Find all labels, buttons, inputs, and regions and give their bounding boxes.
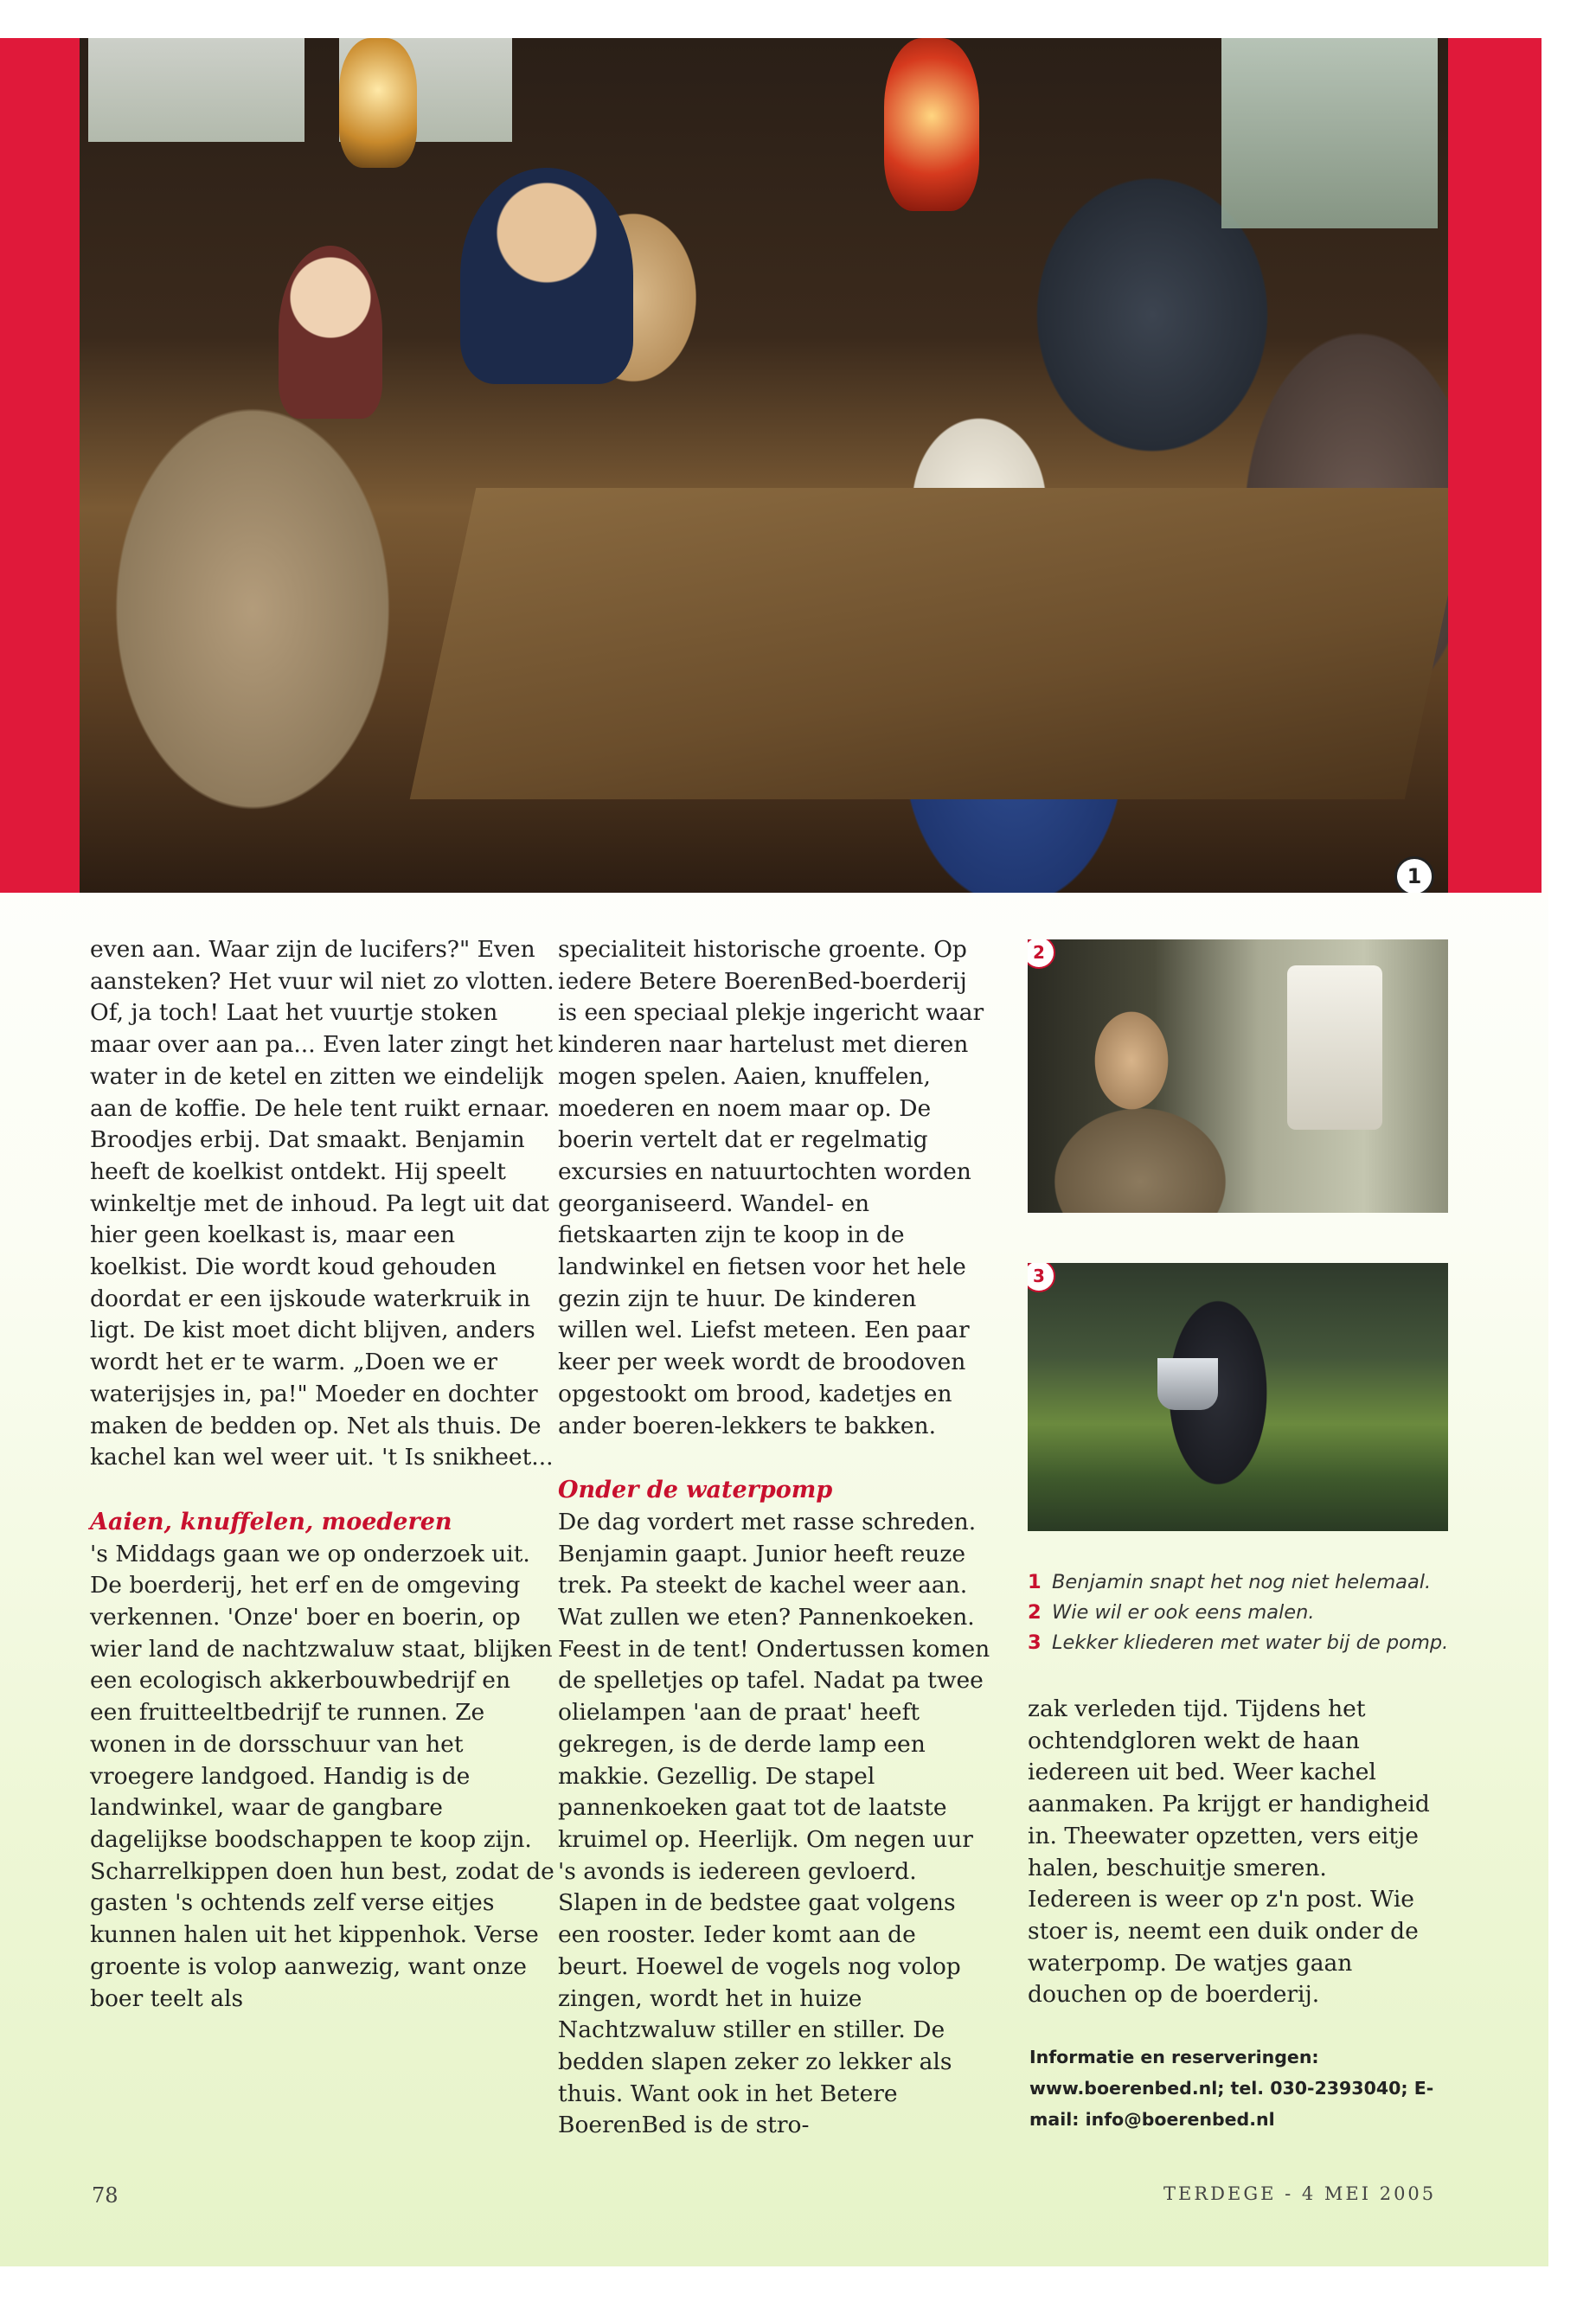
- caption-item: [1028, 1567, 1512, 1598]
- main-photo: [80, 38, 1448, 893]
- section-heading: Onder de waterpomp: [558, 1477, 833, 1504]
- table: [410, 488, 1448, 799]
- caption-item: [1028, 1598, 1512, 1628]
- photo-number-badge: 3: [1028, 1263, 1055, 1292]
- caption-number: 1: [1028, 1571, 1042, 1593]
- red-oil-lamp: [884, 38, 979, 211]
- section-heading: Aaien, knuffelen, moederen: [90, 1508, 452, 1535]
- photo-number-badge: 1: [1394, 856, 1434, 893]
- photo-number-badge: 2: [1028, 939, 1055, 969]
- caption-text: Benjamin snapt het nog niet helemaal.: [1052, 1571, 1432, 1593]
- caption-text: Wie wil er ook eens malen.: [1052, 1601, 1315, 1624]
- caption-item: [1028, 1628, 1512, 1658]
- page-number: 78: [92, 2183, 119, 2208]
- photo-captions: [1028, 1567, 1512, 1658]
- publication-line: TERDEGE - 4 MEI 2005: [1163, 2183, 1437, 2204]
- contact-info: Informatie en reserveringen: www.boerenbed.nl; tel. 030-2393040; E-mail: info@boerenbed.nl: [1029, 2047, 1434, 2130]
- body-paragraph: 's Middags gaan we op onderzoek uit. De boerderij, het erf en de omgeving verkennen. 'Onze' boer en boerin, op wier land de nachtzwaluw staat, blijken een ecologisch akkerbouwbedrijf en een fruitteeltbedrijf te runnen. Ze wonen in de dorsschuur van het vroegere landgoed. Handig is de landwinkel, waar de gangbare dagelijkse boodschappen te koop zijn. Scharrelkippen doen hun best, zodat de gasten 's ochtends zelf verse eitjes kunnen halen uit het kippenhok. Verse groente is volop aanwezig, want onze boer teelt als: [90, 1540, 554, 2012]
- caption-number: 3: [1028, 1631, 1042, 1654]
- body-paragraph: even aan. Waar zijn de lucifers?" Even aansteken? Het vuur wil niet zo vlotten. Of, ja toch! Laat het vuurtje stoken maar over aan pa... Even later zingt het water in de ketel en zitten we eindelijk aan de koffie. De hele tent ruikt ernaar. Broodjes erbij. Dat smaakt. Benjamin heeft de koelkist ontdekt. Hij speelt winkeltje met de inhoud. Pa legt uit dat hier geen koelkast is, maar een koelkist. Die wordt koud gehouden doordat er een ijskoude waterkruik in ligt. De kist moet dicht blijven, anders wordt het er te warm. „Doen we er waterijsjes in, pa!" Moeder en dochter maken de bedden op. Net als thuis. De kachel kan wel weer uit. 't Is snikheet...: [90, 936, 554, 1471]
- body-paragraph: De dag vordert met rasse schreden. Benjamin gaapt. Junior heeft reuze trek. Pa steekt de kachel weer aan. Wat zullen we eten? Pannenkoeken. Feest in de tent! Ondertussen komen de spelletjes op tafel. Nadat pa twee olielampen 'aan de praat' heeft gekregen, is de derde lamp een makkie. Gezellig. De stapel pannenkoeken gaat tot de laatste kruimel op. Heerlijk. Om negen uur 's avonds is iedereen gevloerd. Slapen in de bedstee gaat volgens een rooster. Ieder komt aan de beurt. Hoewel de vogels nog volop zingen, wordt het in huize Nachtzwaluw stiller en stiller. De bedden slapen zeker zo lekker als thuis. Want ook in het Betere BoerenBed is de stro-: [558, 1508, 990, 2139]
- body-paragraph: zak verleden tijd. Tijdens het ochtendgloren wekt de haan iedereen uit bed. Weer kachel aanmaken. Pa krijgt er handigheid in. Theewater opzetten, vers eitje halen, beschuitje smeren. Iedereen is weer op z'n post. Wie stoer is, neemt een duik onder de waterpomp. De watjes gaan douchen op de boerderij.: [1028, 1695, 1430, 2009]
- photo-2-girl-grinding: [1028, 939, 1448, 1213]
- text-column-2: [558, 934, 990, 2142]
- text-column-1: [90, 934, 557, 2015]
- oil-lamp: [339, 38, 417, 168]
- caption-text: Lekker kliederen met water bij de pomp.: [1052, 1631, 1449, 1654]
- body-paragraph: specialiteit historische groente. Op iedere Betere BoerenBed-boerderij is een speciaal plekje ingericht waar kinderen naar hartelust met dieren mogen spelen. Aaien, knuffelen, moederen en noem maar op. De boerin vertelt dat er regelmatig excursies en natuurtochten worden georganiseerd. Wandel- en fietskaarten zijn te koop in de landwinkel en fietsen voor het hele gezin zijn te huur. De kinderen willen wel. Liefst meteen. Een paar keer per week wordt de broodoven opgestookt om brood, kadetjes en ander boeren-lekkers te bakken.: [558, 936, 984, 1439]
- text-column-3: [1028, 1694, 1434, 2011]
- caption-number: 2: [1028, 1601, 1042, 1624]
- photo-3-water-pump: [1028, 1263, 1448, 1531]
